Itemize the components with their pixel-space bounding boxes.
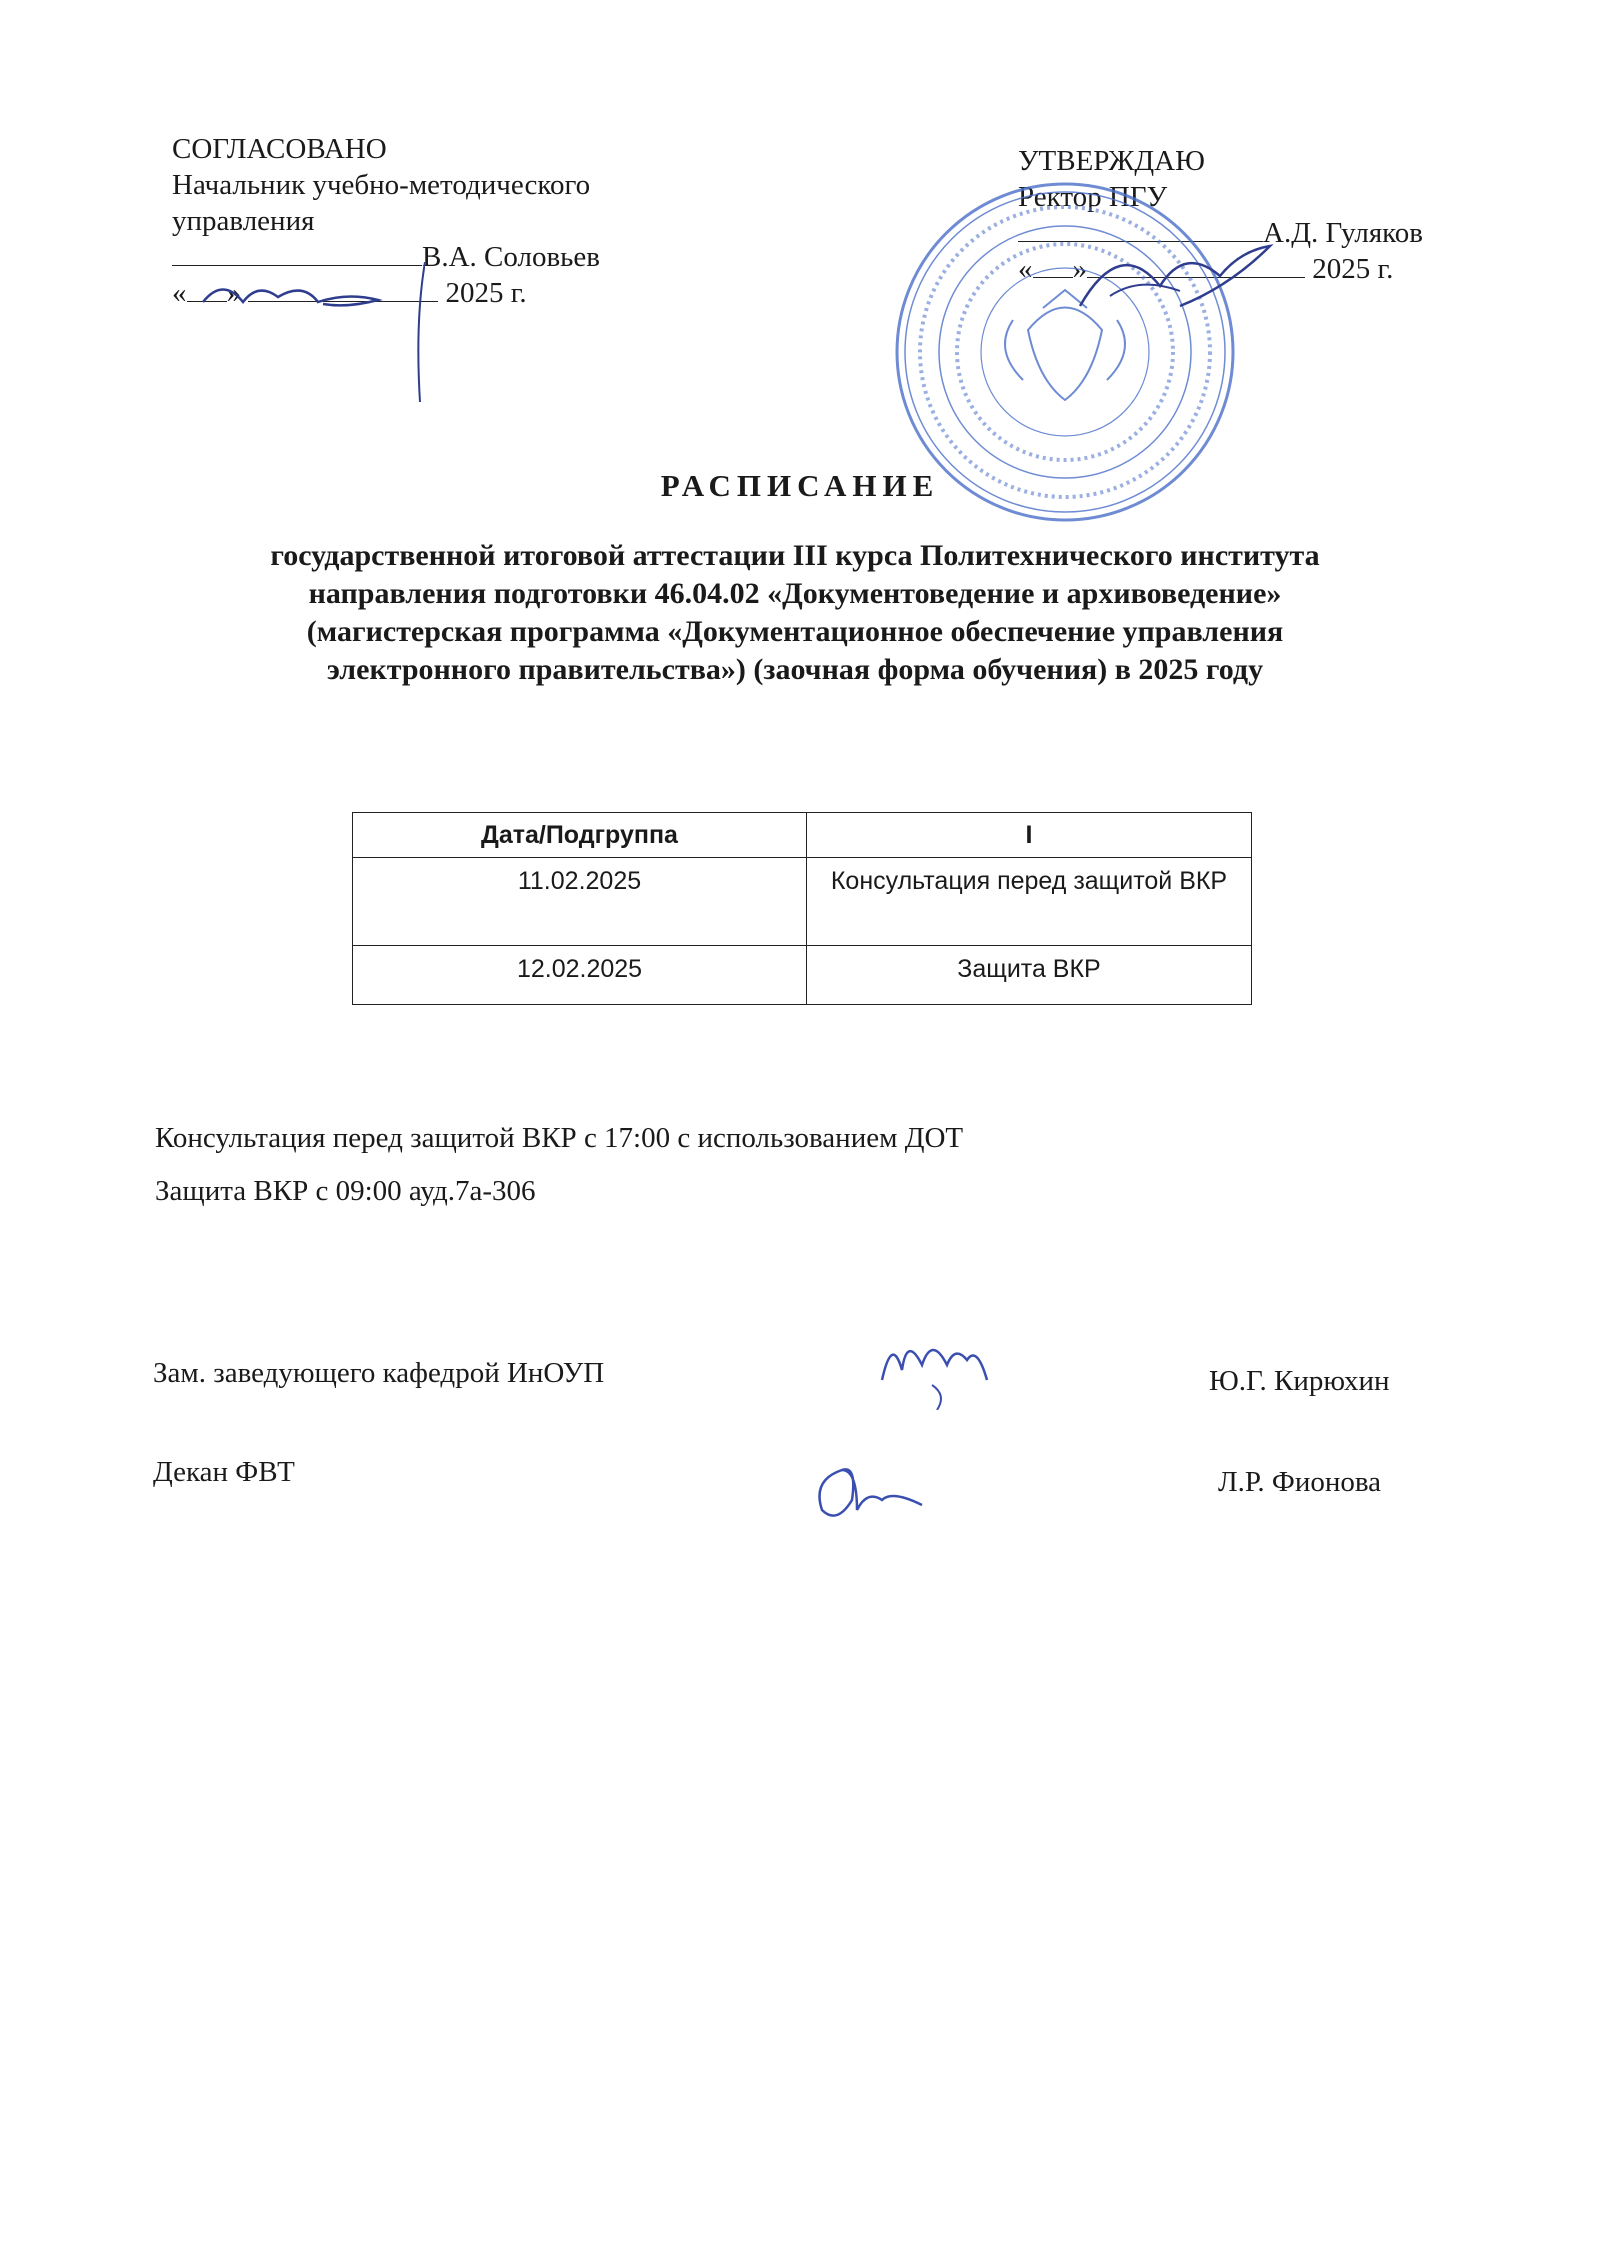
- cell-date: 11.02.2025: [353, 858, 807, 946]
- approve-year: 2025 г.: [1312, 253, 1394, 285]
- approve-date-line: « » 2025 г.: [1018, 253, 1394, 285]
- subtitle-line: электронного правительства») (заочная форма обучения) в 2025 году: [326, 653, 1264, 686]
- signatory-name: Ю.Г. Кирюхин: [1209, 1365, 1390, 1397]
- agreed-heading: СОГЛАСОВАНО: [172, 133, 387, 165]
- subtitle-line: (магистерская программа «Документационное обеспечение управления: [306, 615, 1284, 648]
- approve-heading: УТВЕРЖДАЮ: [1018, 145, 1205, 177]
- document-subtitle: [160, 537, 1430, 689]
- approve-position: Ректор ПГУ: [1018, 181, 1168, 213]
- note-defense: Защита ВКР с 09:00 ауд.7а-306: [155, 1175, 536, 1207]
- signature-approve-icon: [1070, 236, 1310, 346]
- signatory-position: Декан ФВТ: [153, 1456, 295, 1488]
- document-title: РАСПИСАНИЕ: [660, 468, 940, 503]
- subtitle-line: направления подготовки 46.04.02 «Документоведение и архивоведение»: [308, 577, 1282, 610]
- table-row: [353, 946, 1252, 1005]
- signature-deputy-icon: [872, 1330, 1002, 1410]
- subtitle-line: государственной итоговой аттестации III курса Политехнического института: [270, 539, 1320, 572]
- signatory-name: Л.Р. Фионова: [1218, 1466, 1382, 1498]
- agreed-position-line2: управления: [172, 205, 315, 237]
- agreed-year: 2025 г.: [445, 277, 527, 309]
- table-row: [353, 858, 1252, 946]
- agreed-date-line: « » 2025 г.: [172, 277, 527, 309]
- column-header-date: Дата/Подгруппа: [353, 813, 807, 858]
- cell-event: Консультация перед защитой ВКР: [807, 858, 1252, 946]
- column-header-group: I: [807, 813, 1252, 858]
- agreed-position-line1: Начальник учебно-методического: [172, 169, 591, 201]
- schedule-table: [352, 812, 1252, 1005]
- agreed-name: В.А. Соловьев: [422, 241, 600, 273]
- table-header-row: [353, 813, 1252, 858]
- signatory-position: Зам. заведующего кафедрой ИнОУП: [153, 1357, 605, 1389]
- note-consultation: Консультация перед защитой ВКР с 17:00 с использованием ДОТ: [155, 1122, 964, 1154]
- cell-event: Защита ВКР: [807, 946, 1252, 1005]
- cell-date: 12.02.2025: [353, 946, 807, 1005]
- signature-dean-icon: [812, 1455, 932, 1525]
- signature-agreed-icon: [195, 262, 425, 402]
- approve-name: А.Д. Гуляков: [1263, 217, 1423, 249]
